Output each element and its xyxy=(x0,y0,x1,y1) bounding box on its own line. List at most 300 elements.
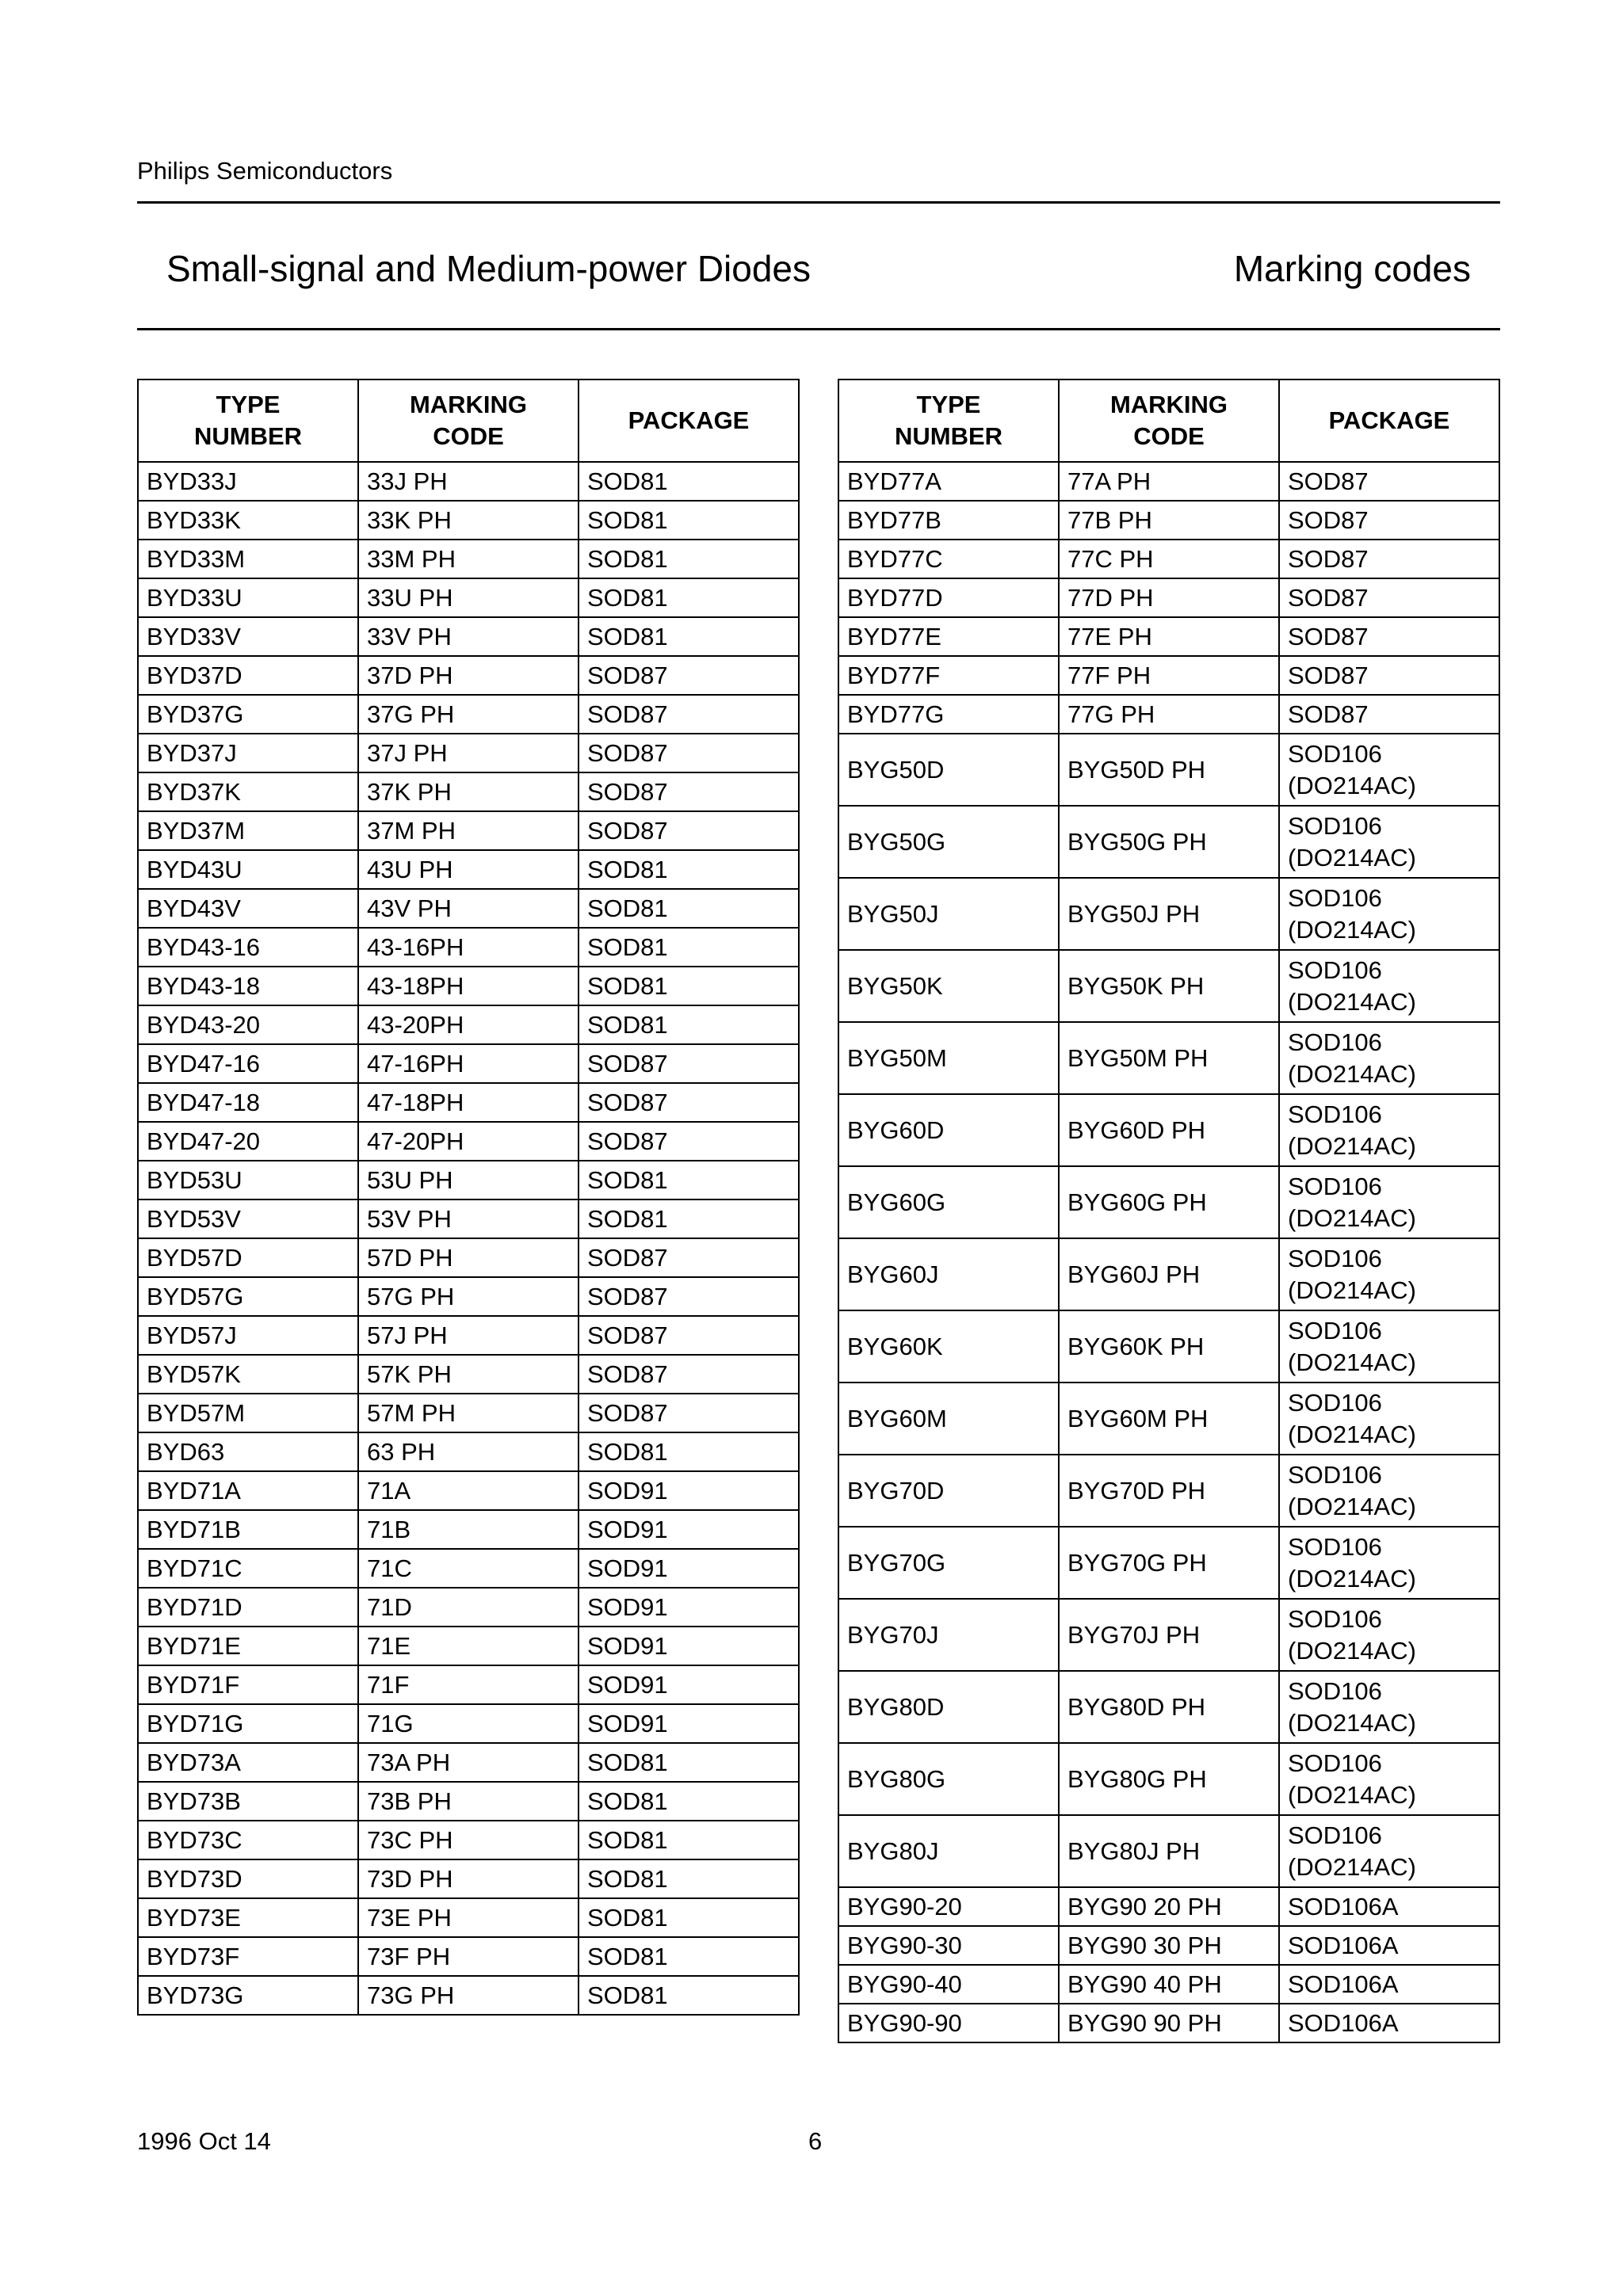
package-name: SOD106 xyxy=(1288,1532,1382,1561)
marking-code-cell: BYG60J PH xyxy=(1059,1238,1279,1310)
package-alt-name: (DO214AC) xyxy=(1288,1203,1416,1232)
table-row xyxy=(838,1383,1499,1455)
table-row xyxy=(138,656,799,695)
package-cell: SOD87 xyxy=(579,811,799,850)
marking-code-cell: BYG50D PH xyxy=(1059,734,1279,806)
marking-code-cell: BYG50K PH xyxy=(1059,950,1279,1022)
col-header-marking-code xyxy=(1059,379,1279,462)
table-row xyxy=(138,1782,799,1821)
package-cell: SOD81 xyxy=(579,1937,799,1976)
package-alt-name: (DO214AC) xyxy=(1288,1276,1416,1304)
type-number-cell: BYG70J xyxy=(838,1599,1059,1671)
col-header-type-number xyxy=(138,379,358,462)
package-cell: SOD81 xyxy=(579,1432,799,1471)
type-number-cell: BYD73D xyxy=(138,1859,358,1898)
table-row xyxy=(138,1005,799,1044)
type-number-cell: BYD43V xyxy=(138,889,358,928)
package-cell: SOD81 xyxy=(579,928,799,967)
header-rule-top xyxy=(137,201,1500,204)
col-header-marking-code xyxy=(358,379,579,462)
marking-code-cell: 71A xyxy=(358,1471,579,1510)
col-header-type-number xyxy=(838,379,1059,462)
table-header-row xyxy=(838,379,1499,462)
type-number-cell: BYD71B xyxy=(138,1510,358,1549)
package-cell xyxy=(1279,1671,1499,1743)
package-alt-name: (DO214AC) xyxy=(1288,1780,1416,1809)
table-row xyxy=(138,1044,799,1083)
type-number-cell: BYG90-30 xyxy=(838,1926,1059,1965)
table-row xyxy=(138,928,799,967)
package-cell: SOD91 xyxy=(579,1665,799,1704)
table-row xyxy=(838,1166,1499,1238)
type-number-cell: BYG80J xyxy=(838,1815,1059,1887)
type-number-cell: BYD33M xyxy=(138,540,358,578)
type-number-cell: BYD53V xyxy=(138,1199,358,1238)
marking-code-cell: 73F PH xyxy=(358,1937,579,1976)
type-number-cell: BYG90-40 xyxy=(838,1965,1059,2004)
type-number-cell: BYG60K xyxy=(838,1310,1059,1383)
package-cell: SOD87 xyxy=(579,656,799,695)
package-alt-name: (DO214AC) xyxy=(1288,1492,1416,1520)
marking-code-cell: 73G PH xyxy=(358,1976,579,2015)
type-number-cell: BYD77D xyxy=(838,578,1059,617)
table-row xyxy=(138,1238,799,1277)
type-number-cell: BYD77E xyxy=(838,617,1059,656)
table-row xyxy=(838,462,1499,501)
package-cell: SOD81 xyxy=(579,850,799,889)
type-number-cell: BYG60G xyxy=(838,1166,1059,1238)
marking-code-cell: 73D PH xyxy=(358,1859,579,1898)
type-number-cell: BYD43-18 xyxy=(138,967,358,1005)
package-name: SOD106 xyxy=(1288,1244,1382,1272)
type-number-cell: BYG70D xyxy=(838,1455,1059,1527)
marking-table-right xyxy=(838,379,1500,2043)
package-name: SOD106 xyxy=(1288,1676,1382,1705)
table-row xyxy=(838,1022,1499,1094)
package-cell: SOD91 xyxy=(579,1549,799,1588)
package-cell: SOD81 xyxy=(579,1199,799,1238)
type-number-cell: BYD37D xyxy=(138,656,358,695)
footer-date: 1996 Oct 14 xyxy=(137,2127,271,2155)
type-number-cell: BYD73B xyxy=(138,1782,358,1821)
table-row xyxy=(138,578,799,617)
type-number-cell: BYD43-16 xyxy=(138,928,358,967)
table-row xyxy=(138,1743,799,1782)
table-row xyxy=(138,1976,799,2015)
package-cell: SOD91 xyxy=(579,1704,799,1743)
package-cell: SOD81 xyxy=(579,1743,799,1782)
marking-code-cell: BYG70J PH xyxy=(1059,1599,1279,1671)
package-name: SOD106 xyxy=(1288,1100,1382,1128)
col-header-type-line1: TYPE xyxy=(216,391,281,418)
package-cell: SOD106A xyxy=(1279,1965,1499,2004)
package-cell: SOD87 xyxy=(579,695,799,734)
package-name: SOD106 xyxy=(1288,955,1382,984)
table-row xyxy=(838,1671,1499,1743)
table-row xyxy=(138,1432,799,1471)
table-row xyxy=(838,1455,1499,1527)
marking-code-cell: 71F xyxy=(358,1665,579,1704)
type-number-cell: BYD57G xyxy=(138,1277,358,1316)
package-cell xyxy=(1279,1022,1499,1094)
table-row xyxy=(838,578,1499,617)
marking-code-cell: 53V PH xyxy=(358,1199,579,1238)
package-cell xyxy=(1279,1743,1499,1815)
table-row xyxy=(838,1926,1499,1965)
type-number-cell: BYD57J xyxy=(138,1316,358,1355)
package-cell: SOD91 xyxy=(579,1588,799,1627)
type-number-cell: BYD47-20 xyxy=(138,1122,358,1161)
table-row xyxy=(138,1704,799,1743)
type-number-cell: BYD47-16 xyxy=(138,1044,358,1083)
table-body-left xyxy=(138,462,799,2015)
package-alt-name: (DO214AC) xyxy=(1288,1852,1416,1881)
table-body-right xyxy=(838,462,1499,2042)
type-number-cell: BYG90-20 xyxy=(838,1887,1059,1926)
table-row xyxy=(838,656,1499,695)
package-cell: SOD106A xyxy=(1279,1926,1499,1965)
marking-code-cell: BYG60G PH xyxy=(1059,1166,1279,1238)
package-name: SOD106 xyxy=(1288,1028,1382,1056)
marking-code-cell: 71E xyxy=(358,1627,579,1665)
package-name: SOD106 xyxy=(1288,1172,1382,1200)
marking-code-cell: BYG50J PH xyxy=(1059,878,1279,950)
package-cell: SOD87 xyxy=(1279,695,1499,734)
marking-code-cell: BYG90 20 PH xyxy=(1059,1887,1279,1926)
col-header-package: PACKAGE xyxy=(1279,379,1499,462)
type-number-cell: BYG50K xyxy=(838,950,1059,1022)
marking-code-cell: 77F PH xyxy=(1059,656,1279,695)
package-cell xyxy=(1279,1310,1499,1383)
type-number-cell: BYD73F xyxy=(138,1937,358,1976)
table-header-row xyxy=(138,379,799,462)
package-cell: SOD81 xyxy=(579,1005,799,1044)
type-number-cell: BYD77F xyxy=(838,656,1059,695)
marking-code-cell: 43-20PH xyxy=(358,1005,579,1044)
package-alt-name: (DO214AC) xyxy=(1288,1131,1416,1160)
type-number-cell: BYD57D xyxy=(138,1238,358,1277)
type-number-cell: BYD43U xyxy=(138,850,358,889)
marking-code-cell: 37D PH xyxy=(358,656,579,695)
page-number: 6 xyxy=(808,2127,823,2155)
package-alt-name: (DO214AC) xyxy=(1288,915,1416,944)
package-alt-name: (DO214AC) xyxy=(1288,987,1416,1016)
marking-code-cell: 71C xyxy=(358,1549,579,1588)
company-name: Philips Semiconductors xyxy=(137,157,393,185)
package-alt-name: (DO214AC) xyxy=(1288,1420,1416,1448)
type-number-cell: BYD43-20 xyxy=(138,1005,358,1044)
type-number-cell: BYD57M xyxy=(138,1394,358,1432)
table-row xyxy=(138,1277,799,1316)
marking-code-cell: 73B PH xyxy=(358,1782,579,1821)
type-number-cell: BYD37M xyxy=(138,811,358,850)
table-row xyxy=(838,734,1499,806)
marking-code-cell: 57G PH xyxy=(358,1277,579,1316)
package-cell xyxy=(1279,734,1499,806)
section-title: Marking codes xyxy=(1233,248,1471,289)
package-cell xyxy=(1279,1527,1499,1599)
marking-code-cell: 53U PH xyxy=(358,1161,579,1199)
marking-code-cell: 71B xyxy=(358,1510,579,1549)
package-cell xyxy=(1279,1815,1499,1887)
package-cell xyxy=(1279,1238,1499,1310)
package-cell xyxy=(1279,1166,1499,1238)
marking-code-cell: 43-18PH xyxy=(358,967,579,1005)
type-number-cell: BYD73E xyxy=(138,1898,358,1937)
marking-code-cell: BYG80G PH xyxy=(1059,1743,1279,1815)
package-alt-name: (DO214AC) xyxy=(1288,771,1416,799)
marking-table-left xyxy=(137,379,800,2016)
table-row xyxy=(138,1665,799,1704)
type-number-cell: BYD33V xyxy=(138,617,358,656)
marking-code-cell: BYG50G PH xyxy=(1059,806,1279,878)
marking-code-cell: 47-18PH xyxy=(358,1083,579,1122)
type-number-cell: BYG60J xyxy=(838,1238,1059,1310)
table-row xyxy=(138,1549,799,1588)
marking-code-cell: 73E PH xyxy=(358,1898,579,1937)
package-cell: SOD106A xyxy=(1279,2004,1499,2042)
table-row xyxy=(138,617,799,656)
type-number-cell: BYD57K xyxy=(138,1355,358,1394)
type-number-cell: BYG50G xyxy=(838,806,1059,878)
table-row xyxy=(138,540,799,578)
marking-code-cell: BYG50M PH xyxy=(1059,1022,1279,1094)
type-number-cell: BYG80G xyxy=(838,1743,1059,1815)
package-cell: SOD87 xyxy=(1279,578,1499,617)
table-row xyxy=(138,1510,799,1549)
col-header-marking-line2: CODE xyxy=(433,422,504,450)
type-number-cell: BYD71G xyxy=(138,1704,358,1743)
package-cell: SOD81 xyxy=(579,578,799,617)
document-title: Small-signal and Medium-power Diodes xyxy=(166,248,812,289)
marking-code-cell: 33J PH xyxy=(358,462,579,501)
package-alt-name: (DO214AC) xyxy=(1288,843,1416,871)
package-cell xyxy=(1279,1455,1499,1527)
col-header-marking-line1: MARKING xyxy=(1109,391,1228,418)
table-row xyxy=(138,1898,799,1937)
table-row xyxy=(138,1316,799,1355)
package-alt-name: (DO214AC) xyxy=(1288,1059,1416,1088)
marking-code-cell: 33K PH xyxy=(358,501,579,540)
package-cell: SOD81 xyxy=(579,889,799,928)
marking-code-cell: 47-16PH xyxy=(358,1044,579,1083)
table-row xyxy=(138,462,799,501)
package-cell: SOD91 xyxy=(579,1510,799,1549)
marking-code-cell: 33U PH xyxy=(358,578,579,617)
package-cell xyxy=(1279,1383,1499,1455)
type-number-cell: BYD77A xyxy=(838,462,1059,501)
package-cell: SOD87 xyxy=(579,1355,799,1394)
package-cell: SOD81 xyxy=(579,1898,799,1937)
marking-code-cell: 71D xyxy=(358,1588,579,1627)
marking-code-cell: 77C PH xyxy=(1059,540,1279,578)
type-number-cell: BYD63 xyxy=(138,1432,358,1471)
marking-code-cell: 37K PH xyxy=(358,772,579,811)
type-number-cell: BYD77C xyxy=(838,540,1059,578)
package-cell: SOD81 xyxy=(579,1976,799,2015)
col-header-type-line1: TYPE xyxy=(916,391,981,418)
package-name: SOD106 xyxy=(1288,811,1382,840)
type-number-cell: BYD33J xyxy=(138,462,358,501)
table-row xyxy=(838,1310,1499,1383)
table-row xyxy=(838,1599,1499,1671)
marking-code-cell: 63 PH xyxy=(358,1432,579,1471)
marking-code-cell: BYG70G PH xyxy=(1059,1527,1279,1599)
package-cell: SOD81 xyxy=(579,1859,799,1898)
table-row xyxy=(138,734,799,772)
package-cell xyxy=(1279,1094,1499,1166)
table-row xyxy=(838,950,1499,1022)
marking-code-cell: BYG90 90 PH xyxy=(1059,2004,1279,2042)
type-number-cell: BYD37K xyxy=(138,772,358,811)
package-cell: SOD87 xyxy=(1279,501,1499,540)
package-cell: SOD87 xyxy=(579,1394,799,1432)
table-row xyxy=(138,1859,799,1898)
table-row xyxy=(138,811,799,850)
package-cell xyxy=(1279,1599,1499,1671)
marking-code-cell: 37G PH xyxy=(358,695,579,734)
marking-code-cell: BYG90 40 PH xyxy=(1059,1965,1279,2004)
table-row xyxy=(138,1161,799,1199)
col-header-type-line2: NUMBER xyxy=(894,422,1003,450)
marking-code-cell: 37M PH xyxy=(358,811,579,850)
col-header-type-line2: NUMBER xyxy=(193,422,303,450)
type-number-cell: BYG50D xyxy=(838,734,1059,806)
table-row xyxy=(138,889,799,928)
marking-code-cell: BYG60K PH xyxy=(1059,1310,1279,1383)
package-cell: SOD87 xyxy=(579,1044,799,1083)
table-row xyxy=(838,1094,1499,1166)
table-row xyxy=(838,1527,1499,1599)
table-row xyxy=(838,501,1499,540)
table-row xyxy=(138,772,799,811)
package-cell: SOD81 xyxy=(579,1161,799,1199)
marking-code-cell: 57K PH xyxy=(358,1355,579,1394)
package-cell: SOD81 xyxy=(579,1782,799,1821)
marking-code-cell: 43-16PH xyxy=(358,928,579,967)
type-number-cell: BYD73C xyxy=(138,1821,358,1859)
marking-code-cell: BYG60D PH xyxy=(1059,1094,1279,1166)
package-name: SOD106 xyxy=(1288,1749,1382,1777)
table-row xyxy=(138,1122,799,1161)
type-number-cell: BYD73A xyxy=(138,1743,358,1782)
marking-code-cell: 33M PH xyxy=(358,540,579,578)
table-row xyxy=(138,1199,799,1238)
type-number-cell: BYD71C xyxy=(138,1549,358,1588)
package-name: SOD106 xyxy=(1288,1388,1382,1417)
table-row xyxy=(838,1887,1499,1926)
package-cell: SOD87 xyxy=(1279,540,1499,578)
type-number-cell: BYD37J xyxy=(138,734,358,772)
table-row xyxy=(838,1815,1499,1887)
type-number-cell: BYD73G xyxy=(138,1976,358,2015)
type-number-cell: BYD77B xyxy=(838,501,1059,540)
table-row xyxy=(838,1965,1499,2004)
table-row xyxy=(838,540,1499,578)
package-cell: SOD87 xyxy=(579,772,799,811)
type-number-cell: BYD71E xyxy=(138,1627,358,1665)
table-row xyxy=(838,1238,1499,1310)
marking-code-cell: 43V PH xyxy=(358,889,579,928)
type-number-cell: BYD53U xyxy=(138,1161,358,1199)
package-alt-name: (DO214AC) xyxy=(1288,1348,1416,1376)
type-number-cell: BYG90-90 xyxy=(838,2004,1059,2042)
marking-code-cell: BYG80J PH xyxy=(1059,1815,1279,1887)
package-cell: SOD87 xyxy=(579,734,799,772)
marking-code-cell: 73C PH xyxy=(358,1821,579,1859)
col-header-marking-line2: CODE xyxy=(1133,422,1205,450)
package-name: SOD106 xyxy=(1288,1460,1382,1489)
table-row xyxy=(138,1588,799,1627)
table-row xyxy=(138,1937,799,1976)
table-row xyxy=(138,1083,799,1122)
type-number-cell: BYG80D xyxy=(838,1671,1059,1743)
table-row xyxy=(838,617,1499,656)
marking-code-cell: 77G PH xyxy=(1059,695,1279,734)
package-cell: SOD87 xyxy=(579,1238,799,1277)
package-name: SOD106 xyxy=(1288,1316,1382,1344)
package-cell xyxy=(1279,806,1499,878)
type-number-cell: BYD47-18 xyxy=(138,1083,358,1122)
table-row xyxy=(138,1821,799,1859)
marking-code-cell: BYG90 30 PH xyxy=(1059,1926,1279,1965)
package-cell xyxy=(1279,878,1499,950)
package-cell: SOD81 xyxy=(579,617,799,656)
package-cell: SOD106A xyxy=(1279,1887,1499,1926)
type-number-cell: BYD71F xyxy=(138,1665,358,1704)
type-number-cell: BYG60M xyxy=(838,1383,1059,1455)
package-alt-name: (DO214AC) xyxy=(1288,1564,1416,1592)
package-cell: SOD87 xyxy=(579,1316,799,1355)
package-alt-name: (DO214AC) xyxy=(1288,1636,1416,1665)
package-name: SOD106 xyxy=(1288,1821,1382,1849)
package-cell: SOD87 xyxy=(1279,617,1499,656)
marking-code-cell: 73A PH xyxy=(358,1743,579,1782)
package-name: SOD106 xyxy=(1288,739,1382,768)
table-row xyxy=(138,695,799,734)
marking-code-cell: 77E PH xyxy=(1059,617,1279,656)
table-row xyxy=(138,850,799,889)
table-row xyxy=(138,1627,799,1665)
package-cell: SOD87 xyxy=(1279,462,1499,501)
marking-code-cell: 77A PH xyxy=(1059,462,1279,501)
col-header-marking-line1: MARKING xyxy=(409,391,528,418)
table-row xyxy=(838,878,1499,950)
table-row xyxy=(838,1743,1499,1815)
type-number-cell: BYG70G xyxy=(838,1527,1059,1599)
type-number-cell: BYG50M xyxy=(838,1022,1059,1094)
package-cell: SOD81 xyxy=(579,462,799,501)
package-alt-name: (DO214AC) xyxy=(1288,1708,1416,1737)
type-number-cell: BYD71A xyxy=(138,1471,358,1510)
marking-code-cell: 57M PH xyxy=(358,1394,579,1432)
package-cell: SOD91 xyxy=(579,1471,799,1510)
package-cell: SOD87 xyxy=(579,1122,799,1161)
package-cell: SOD81 xyxy=(579,967,799,1005)
table-row xyxy=(138,1394,799,1432)
marking-code-cell: 43U PH xyxy=(358,850,579,889)
marking-code-cell: 71G xyxy=(358,1704,579,1743)
package-cell: SOD87 xyxy=(579,1083,799,1122)
table-row xyxy=(138,501,799,540)
marking-code-cell: 77D PH xyxy=(1059,578,1279,617)
marking-code-cell: BYG80D PH xyxy=(1059,1671,1279,1743)
table-row xyxy=(838,806,1499,878)
type-number-cell: BYD71D xyxy=(138,1588,358,1627)
marking-code-cell: 77B PH xyxy=(1059,501,1279,540)
marking-code-cell: 57J PH xyxy=(358,1316,579,1355)
package-cell: SOD87 xyxy=(1279,656,1499,695)
